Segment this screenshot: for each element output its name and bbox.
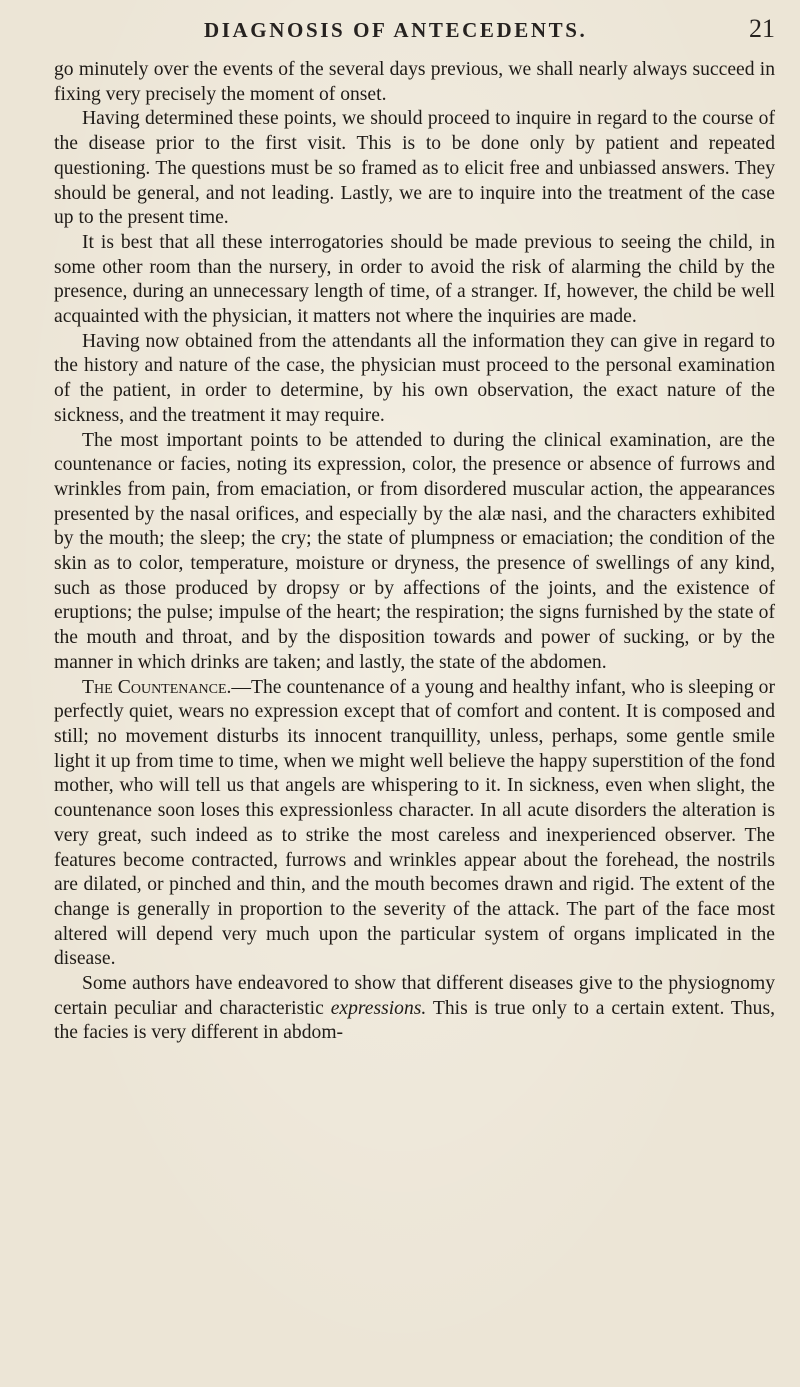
paragraph-personal-examination: Having now obtained from the attendants all the information they can give in regard to the history and nature of the case, the physician must proceed to the personal examination of the patient, in order to determine, by his own observation, the exact nature of the sickness, and the treatment it may require.: [54, 330, 775, 426]
paragraph-continuation: go minutely over the events of the several days previous, we shall nearly always succeed in fixing very precisely the moment of onset.: [54, 59, 775, 105]
page-number: 21: [749, 14, 775, 43]
paragraph-physiognomy: [54, 972, 775, 1046]
page-header: [54, 14, 775, 44]
section-heading-countenance: The Countenance.: [82, 676, 232, 698]
paragraph-countenance: [54, 676, 775, 972]
running-head: DIAGNOSIS OF ANTECEDENTS.: [204, 18, 588, 42]
italic-expressions: expressions.: [330, 997, 427, 1019]
body-text: [54, 58, 775, 1046]
paragraph-course-of-disease: Having determined these points, we should proceed to inquire in regard to the course of the disease prior to the first visit. This is to be done only by patient and repeated questioning. The questions must be so framed as to elicit free and unbiassed answers. They should be general, and not leading. Lastly, we are to inquire into the treatment of the case up to the present time.: [54, 108, 775, 229]
countenance-text: —The countenance of a young and healthy infant, who is sleeping or perfectly quiet, wears no expression except that of comfort and content. It is composed and still; no movement disturbs its innocent tranquillity, unless, perhaps, some gentle smile light it up from time to time, when we might well believe the happy superstition of the fond mother, who will tell us that angels are whispering to it. In sickness, even when slight, the countenance soon loses this expressionless character. In all acute disorders the alteration is very great, such indeed as to strike the most careless and inexperienced observer. The features become contracted, furrows and wrinkles appear about the forehead, the nostrils are dilated, or pinched and thin, and the mouth becomes drawn and rigid. The extent of the change is generally in proportion to the severity of the attack. The part of the face most altered will depend very much upon the particular system of organs implicated in the disease.: [54, 676, 775, 970]
physiognomy-text-end: This is true only to a certain extent. Thus, the facies is very different in abdom-: [54, 997, 775, 1044]
paragraph-interrogatories: It is best that all these interrogatories should be made previous to seeing the child, in some other room than the nursery, in order to avoid the risk of alarming the child by the presence, during an unnecessary length of time, of a stranger. If, however, the child be well acquainted with the physician, it matters not where the inquiries are made.: [54, 231, 775, 328]
physiognomy-text-start: Some authors have endeavored to show that different diseases give to the physiognomy certain peculiar and characteristic: [54, 973, 775, 1019]
paragraph-clinical-points: The most important points to be attended to during the clinical examination, are the countenance or facies, noting its expression, color, the presence or absence of furrows and wrinkles from pain, from emaciation, or from disordered muscular action, the appearances presented by the nasal orifices, and especially by the alæ nasi, and the characters exhibited by the mouth; the sleep; the cry; the state of plumpness or emaciation; the condition of the skin as to color, temperature, moisture or dryness, the presence of swellings of any kind, such as those produced by dropsy or by affections of the joints, and the existence of eruptions; the pulse; impulse of the heart; the respiration; the signs furnished by the state of the mouth and throat, and by the disposition towards and power of sucking, or by the manner in which drinks are taken; and lastly, the state of the abdomen.: [54, 429, 775, 673]
